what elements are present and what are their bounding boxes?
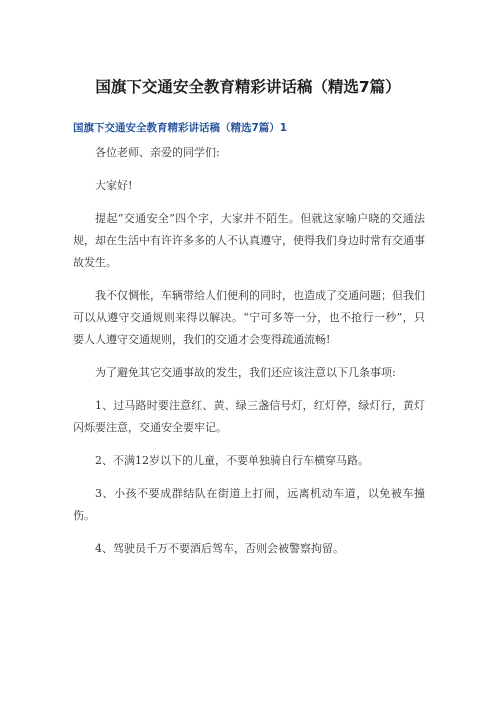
list-item-1: 1、过马路时要注意红、黄、绿三盏信号灯，红灯停，绿灯行，黄灯闪烁要注意，交通安全要牢记。 — [73, 399, 425, 434]
paragraph-reflection: 我不仅惆怅，车辆带给人们便利的同时，也造成了交通问题；但我们可以从遵守交通规则来得以解决。“宁可多等一分，也不抢行一秒”，只要人人遵守交通规则，我们的交通才会变得疏通流畅! — [73, 289, 425, 346]
document-title: 国旗下交通安全教育精彩讲话稿（精选7篇） — [95, 78, 401, 96]
paragraph-hello: 大家好! — [95, 179, 133, 192]
list-item-4: 4、驾驶员千万不要酒后驾车，否则会被警察拘留。 — [95, 542, 344, 555]
paragraph-intro: 提起“交通安全”四个字，大家并不陌生。但就这家喻户晓的交通法规，却在生活中有许许多多的人不认真遵守，使得我们身边时常有交通事故发生。 — [73, 212, 425, 269]
section-heading: 国旗下交通安全教育精彩讲话稿（精选7篇）1 — [73, 122, 288, 134]
document-body — [73, 142, 425, 571]
paragraph-greeting: 各位老师、亲爱的同学们: — [95, 146, 220, 159]
list-item-2: 2、不满12岁以下的儿童，不要单独骑自行车横穿马路。 — [95, 454, 369, 467]
list-item-3: 3、小孩不要成群结队在街道上打闹，远离机动车道，以免被车撞伤。 — [73, 487, 425, 522]
paragraph-notice: 为了避免其它交通事故的发生，我们还应该注意以下几条事项: — [95, 366, 396, 379]
